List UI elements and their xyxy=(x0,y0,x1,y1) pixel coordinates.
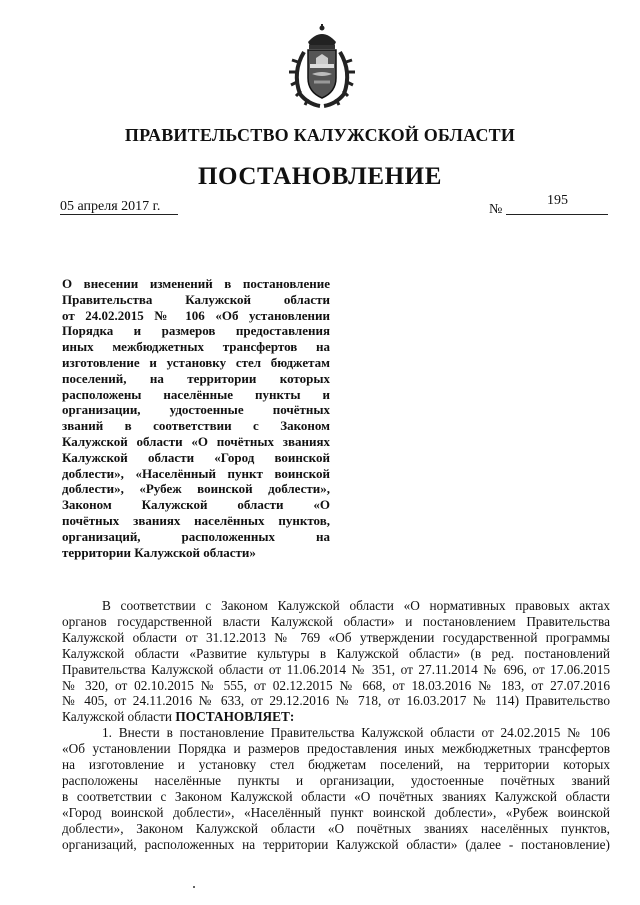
item-line: 1. Внести в постановление Правительства Калужской области от 24.02.2015 № 106 xyxy=(102,725,610,741)
subject-line: доблести», «Рубеж воинской доблести», xyxy=(62,481,330,497)
document-number: 195 xyxy=(547,193,568,208)
document-body xyxy=(62,598,610,853)
preamble-line: В соответствии с Законом Калужской области «О нормативных правовых актах xyxy=(102,598,610,613)
number-underline xyxy=(506,214,608,215)
subject-line: организаций, расположенных на xyxy=(62,528,330,544)
item-line: «Об установлении Порядка и размеров предоставления иных межбюджетных трансфертов xyxy=(62,741,610,757)
subject-line: организации, удостоенные почётных xyxy=(62,402,330,418)
subject-line: Калужской области «О почётных званиях xyxy=(62,433,330,449)
item-line: на изготовление и установку стел бюджетам поселений, на территории которых xyxy=(62,757,610,773)
subject-line: изготовление и установку стел бюджетам xyxy=(62,354,330,370)
organization-title: ПРАВИТЕЛЬСТВО КАЛУЖСКОЙ ОБЛАСТИ xyxy=(124,125,516,145)
subject-line: поселений, на территории которых xyxy=(62,370,330,386)
subject-line: Калужской области «Город воинской xyxy=(62,449,330,465)
preamble-last-text: Калужской области xyxy=(62,709,172,725)
subject-line: иных межбюджетных трансфертов на xyxy=(62,339,330,355)
resolves-keyword: ПОСТАНОВЛЯЕТ: xyxy=(175,709,295,725)
subject-line: Порядка и размеров предоставления xyxy=(62,323,330,339)
date-underline xyxy=(60,214,178,215)
preamble-paragraph xyxy=(62,598,610,725)
subject-line: О внесении изменений в постановление xyxy=(62,276,330,291)
preamble-line: № 405, от 24.11.2016 № 633, от 29.12.2016 № 718, от 16.03.2017 № 114) Правительство xyxy=(62,693,610,709)
preamble-line: Правительства Калужской области от 11.06.2014 № 351, от 27.11.2014 № 696, от 17.06.2015 xyxy=(62,661,610,677)
item-line: организаций, расположенных на территории Калужской области» (далее - постановление) xyxy=(62,836,610,852)
preamble-line: Калужской области «Развитие культуры в Калужской области» (в ред. постановлений xyxy=(62,645,610,661)
preamble-last-line xyxy=(62,709,610,725)
subject-line: территории Калужской области» xyxy=(62,544,256,560)
item-line: доблести», Законом Калужской области «О почётных званиях населённых пунктов, xyxy=(62,820,610,836)
item-line: расположены населённые пункты и организации, удостоенные почётных званий xyxy=(62,772,610,788)
subject-line: от 24.02.2015 № 106 «Об установлении xyxy=(62,307,330,323)
subject-line: расположены населённые пункты и xyxy=(62,386,330,402)
subject-line: почётных званиях населённых пунктов, xyxy=(62,512,330,528)
item-line: «Город воинской доблести», «Населённый пункт воинской доблести», «Рубеж воинской xyxy=(62,804,610,820)
number-sign: № xyxy=(489,202,503,217)
subject-line: доблести», «Населённый пункт воинской xyxy=(62,465,330,481)
item-line: в соответствии с Законом Калужской области «О почётных званиях Калужской области xyxy=(62,788,610,804)
preamble-line: Калужской области от 31.12.2013 № 769 «Об утверждении государственной программы xyxy=(62,629,610,645)
document-type-title: ПОСТАНОВЛЕНИЕ xyxy=(197,163,443,190)
subject-line: Правительства Калужской области xyxy=(62,291,330,307)
document-date: 05 апреля 2017 г. xyxy=(60,199,161,214)
scan-speck xyxy=(193,886,195,888)
kaluga-coat-of-arms-icon xyxy=(286,22,358,108)
item-1-paragraph xyxy=(62,725,610,852)
subject-line: званий в соответствии с Законом xyxy=(62,418,330,434)
preamble-line: органов государственной власти Калужской области» и постановлением Правительства xyxy=(62,613,610,629)
document-subject xyxy=(62,276,330,560)
subject-line: Законом Калужской области «О xyxy=(62,497,330,513)
preamble-line: № 320, от 02.10.2015 № 555, от 02.12.2015 № 668, от 18.03.2016 № 183, от 27.07.2016 xyxy=(62,677,610,693)
